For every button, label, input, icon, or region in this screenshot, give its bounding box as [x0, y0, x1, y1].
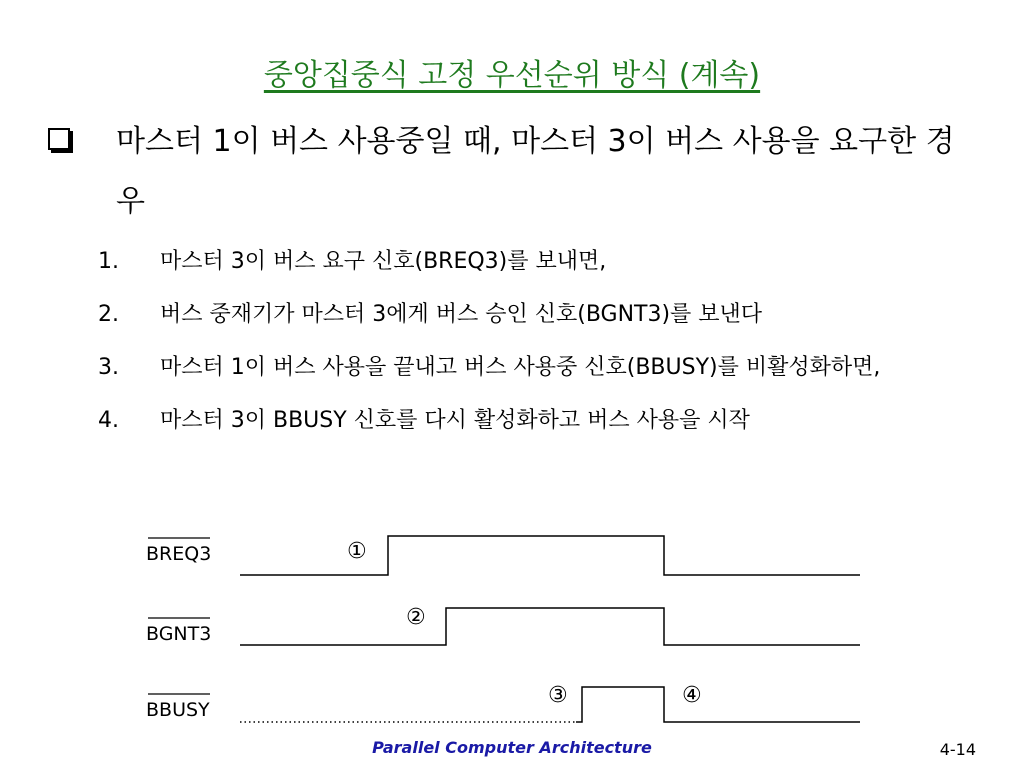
signal-breq3	[146, 536, 860, 575]
step-number: 4.	[98, 408, 119, 433]
waveform-bgnt3	[240, 608, 860, 645]
marker-4: ④	[682, 683, 702, 708]
step-item	[98, 344, 988, 392]
waveform-bbusy	[576, 687, 860, 722]
step-text: 마스터 1이 버스 사용을 끝내고 버스 사용중 신호(BBUSY)를 비활성화하면,	[160, 355, 881, 380]
signal-label-bgnt3: BGNT3	[146, 623, 212, 645]
waveform-breq3	[240, 536, 860, 575]
footer-course-title: Parallel Computer Architecture	[372, 738, 652, 757]
checkbox-bullet-icon	[48, 128, 70, 150]
slide-title: 중앙집중식 고정 우선순위 방식 (계속)	[263, 58, 761, 93]
step-item	[98, 238, 988, 286]
page-number: 4-14	[939, 740, 976, 759]
step-text: 버스 중재기가 마스터 3에게 버스 승인 신호(BGNT3)를 보낸다	[160, 302, 763, 327]
signal-bbusy	[146, 687, 860, 722]
signal-bgnt3	[146, 608, 860, 645]
marker-2: ②	[406, 605, 426, 630]
step-item	[98, 291, 988, 339]
marker-1: ①	[347, 539, 367, 564]
step-number: 3.	[98, 355, 119, 380]
marker-3: ③	[548, 683, 568, 708]
step-number: 2.	[98, 302, 119, 327]
step-item	[98, 397, 988, 445]
signal-label-breq3: BREQ3	[146, 543, 212, 565]
step-text: 마스터 3이 버스 요구 신호(BREQ3)를 보내면,	[160, 249, 607, 274]
signal-label-bbusy: BBUSY	[146, 699, 210, 721]
timing-diagram	[0, 520, 1024, 740]
step-number: 1.	[98, 249, 119, 274]
main-bullet-text: 마스터 1이 버스 사용중일 때, 마스터 3이 버스 사용을 요구한 경우	[116, 124, 955, 219]
step-text: 마스터 3이 BBUSY 신호를 다시 활성화하고 버스 사용을 시작	[160, 408, 750, 433]
step-list	[98, 238, 988, 445]
